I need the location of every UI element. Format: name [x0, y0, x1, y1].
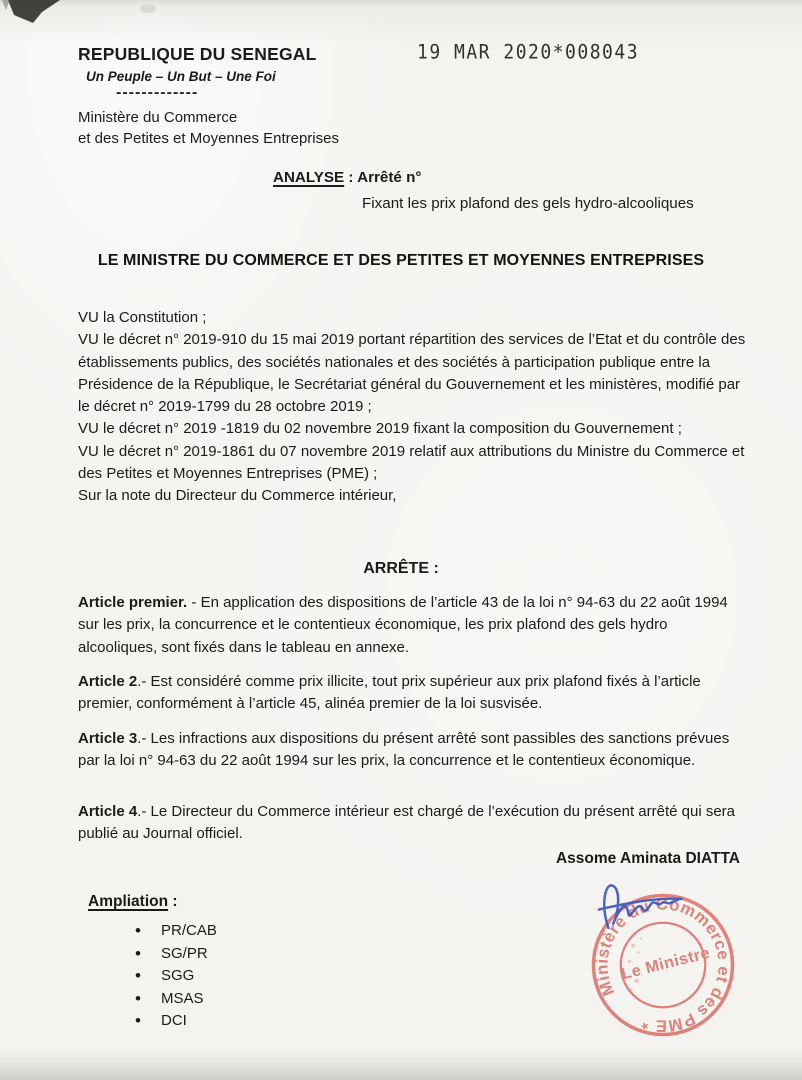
- article-label: Article 2: [78, 673, 138, 690]
- visa-clause: VU le décret n° 2019 -1819 du 02 novembre 2019 fixant la composition du Gouvernement ;: [78, 420, 682, 438]
- arrete-heading: ARRÊTE :: [363, 560, 439, 577]
- visa-clause: Sur la note du Directeur du Commerce intérieur,: [78, 487, 397, 505]
- visa-clause: VU la Constitution ;: [78, 309, 207, 326]
- article-separator: .-: [137, 803, 151, 820]
- date-received-stamp: 19 MAR 2020*008043: [417, 41, 640, 65]
- visa-clause: VU le décret n° 2019-910 du 15 mai 2019 portant répartition des services de l’Etat et du contrôle des établissements publics, des sociétés nationales et des sociétés à participation publique entre la Présidence de la République, le Secrétariat général du Gouvernement et les ministères, modifié par le décret n° 2019-1799 du 28 octobre 2019 ;: [78, 331, 746, 416]
- article-label: Article 3: [78, 730, 138, 747]
- stamp-graphic: [575, 877, 751, 1053]
- signatory-name: Assome Aminata DIATTA: [555, 850, 740, 867]
- scan-dust-artifact: [140, 4, 156, 13]
- analyse-rest: : Arrêté n°: [344, 169, 422, 186]
- analyse-label: ANALYSE: [273, 169, 345, 186]
- article-label: Article premier.: [78, 594, 188, 611]
- republic-title: REPUBLIQUE DU SENEGAL: [78, 44, 317, 64]
- analyse-subtitle: Fixant les prix plafond des gels hydro-alcooliques: [362, 195, 694, 212]
- article-paragraph: [78, 801, 748, 846]
- visa-clauses: [78, 307, 746, 508]
- ministry-line1: Ministère du Commerce: [78, 109, 238, 126]
- article-text: Est considéré comme prix illicite, tout prix supérieur aux prix plafond fixés à l’article premier, conformément à l’article 45, alinéa premier de la loi susvisée.: [78, 673, 701, 713]
- ministry-line2: et des Petites et Moyennes Entreprises: [78, 130, 339, 147]
- article-paragraph: [78, 671, 748, 716]
- divider-dashes: -------------: [116, 84, 199, 101]
- scan-corner-artifact: [2, 0, 72, 30]
- article-text: Les infractions aux dispositions du présent arrêté sont passibles des sanctions prévues par la loi n° 94-63 du 22 août 1994 sur les prix, la concurrence et le contentieux économique.: [78, 730, 730, 770]
- ampliation-label: Ampliation: [88, 893, 169, 910]
- stamp-ring-text: Ministère du Commerce et des PME *: [592, 894, 734, 1036]
- list-item: • DCI: [133, 1010, 217, 1033]
- ministry-name: [78, 107, 339, 149]
- article-separator: .-: [137, 730, 151, 747]
- article-paragraph: [78, 728, 748, 773]
- article-label: Article 4: [78, 803, 138, 820]
- list-item: • SG/PR: [133, 943, 217, 966]
- ministry-stamp: [575, 877, 751, 1053]
- article-paragraph: [78, 592, 748, 659]
- ampliation-list: [133, 920, 217, 1033]
- article-separator: .-: [137, 673, 151, 690]
- article-text: En application des dispositions de l’article 43 de la loi n° 94-63 du 22 août 1994 sur les prix, la concurrence et le contentieux économique, les prix plafond des gels hydro alcooliques, sont fixés dans le tableau en annexe.: [78, 594, 728, 656]
- national-motto: Un Peuple – Un But – Une Foi: [86, 69, 276, 84]
- list-item: • PR/CAB: [133, 920, 217, 943]
- letterhead: [78, 44, 339, 149]
- document-title: LE MINISTRE DU COMMERCE ET DES PETITES ET MOYENNES ENTREPRISES: [97, 252, 705, 269]
- article-separator: -: [187, 594, 201, 611]
- ampliation-heading: [88, 893, 178, 911]
- list-item: • SGG: [133, 965, 217, 988]
- analyse-heading: [273, 169, 421, 186]
- list-item: • MSAS: [133, 988, 217, 1011]
- ampliation-colon: :: [168, 893, 178, 910]
- visa-clause: VU le décret n° 2019-1861 du 07 novembre 2019 relatif aux attributions du Ministre du Commerce et des Petites et Moyennes Entreprises (PME) ;: [78, 442, 745, 483]
- stamp-center-text: Le Ministre: [619, 943, 712, 984]
- article-text: Le Directeur du Commerce intérieur est chargé de l’exécution du présent arrêté qui sera publié au Journal officiel.: [78, 803, 736, 843]
